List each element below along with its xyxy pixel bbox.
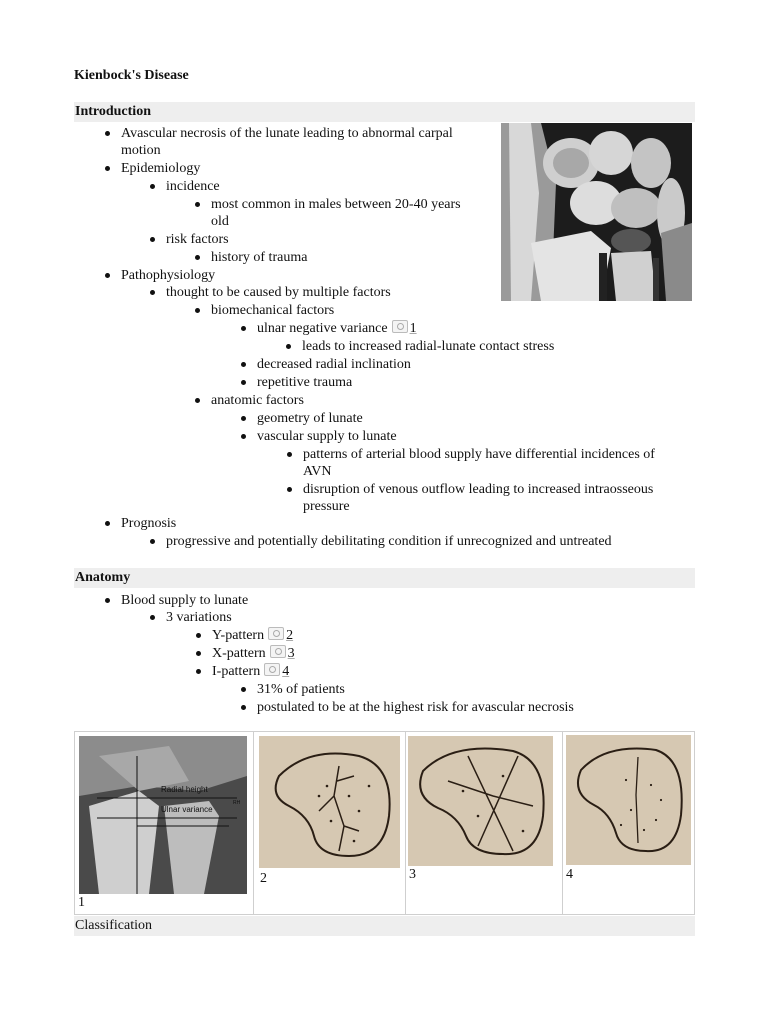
rh-label: RH [233,800,241,806]
list-item-text: leads to increased radial-lunate contact stress [302,339,555,354]
image-ref-link[interactable]: 2 [286,628,294,643]
list-item [121,125,453,142]
list-item-text: progressive and potentially debilitating condition if unrecognized and untreated [166,534,612,549]
section-header-classification [74,916,695,936]
list-item [211,249,307,266]
list-item [303,481,653,498]
list-item [302,338,554,355]
list-item-text: incidence [166,179,220,194]
list-item-text: thought to be caused by multiple factors [166,285,391,300]
ulnar-variance-label: Ulnar variance [161,805,213,814]
list-item-text: Pathophysiology [121,268,216,283]
list-item-text: I-pattern [212,664,261,679]
list-item-text: 31% of patients [257,682,345,697]
figure-cell [563,732,693,914]
document-title: Kienbock's Disease [74,68,189,83]
list-item-text: decreased radial inclination [257,357,411,372]
figure-cell [255,732,406,914]
list-item [303,446,655,463]
list-item [212,627,293,644]
list-item [166,178,220,195]
figure-cell [75,732,254,914]
list-item-text: motion [121,143,161,158]
list-item [121,267,215,284]
section-title: Anatomy [75,570,131,585]
list-item-text: anatomic factors [211,393,304,408]
camera-icon[interactable] [268,627,284,640]
figure-number: 3 [409,867,416,882]
figure-table [74,731,695,915]
list-item [166,284,391,301]
lunate-x-pattern-image[interactable] [408,736,553,866]
image-ref-link[interactable]: 1 [409,321,417,336]
list-item-text: AVN [303,464,332,479]
list-item-text: geometry of lunate [257,411,363,426]
list-item-text: Prognosis [121,516,177,531]
list-item [257,428,397,445]
list-item-continuation [303,498,350,515]
list-item [166,231,229,248]
list-item-text: patterns of arterial blood supply have differential incidences of [303,447,655,462]
list-item-continuation [121,142,161,159]
list-item [121,160,200,177]
list-item [257,374,352,391]
list-item [257,320,417,337]
image-ref-link[interactable]: 3 [287,646,295,661]
list-item [211,392,304,409]
list-item-text: old [211,214,229,229]
list-item-text: postulated to be at the highest risk for avascular necrosis [257,700,574,715]
list-item-text: ulnar negative variance [257,321,388,336]
lunate-i-pattern-image[interactable] [566,735,691,865]
list-item-text: Blood supply to lunate [121,593,249,608]
figure-number: 2 [260,871,267,886]
list-item-text: disruption of venous outflow leading to increased intraosseous [303,482,654,497]
list-item [257,410,363,427]
list-item-continuation [211,213,229,230]
xray-wrist-image[interactable] [79,736,247,894]
section-title: Classification [75,918,152,933]
list-item [166,609,232,626]
list-item [211,196,461,213]
list-item-text: history of trauma [211,250,308,265]
list-item [257,681,345,698]
lunate-y-pattern-image[interactable] [259,736,400,868]
list-item-text: Epidemiology [121,161,201,176]
list-item-text: 3 variations [166,610,232,625]
figure-number: 1 [78,895,85,910]
list-item-text: risk factors [166,232,229,247]
list-item [121,592,248,609]
list-item-text: Y-pattern [212,628,265,643]
camera-icon[interactable] [270,645,286,658]
list-item-text: Avascular necrosis of the lunate leading to abnormal carpal [121,126,453,141]
camera-icon[interactable] [392,320,408,333]
list-item-text: repetitive trauma [257,375,353,390]
list-item [212,663,289,680]
list-item-continuation [303,463,332,480]
list-item-text: biomechanical factors [211,303,335,318]
image-ref-link[interactable]: 4 [282,664,290,679]
list-item [212,645,295,662]
figure-cell [405,732,563,914]
section-header-introduction [74,102,695,122]
section-title: Introduction [75,104,151,119]
list-item-text: pressure [303,499,350,514]
mri-wrist-image [501,123,692,301]
list-item [166,533,612,550]
list-item [257,356,411,373]
list-item-text: X-pattern [212,646,266,661]
list-item [211,302,334,319]
list-item-text: most common in males between 20-40 years [211,197,461,212]
radial-height-label: Radial height [161,785,208,794]
camera-icon[interactable] [264,663,280,676]
section-header-anatomy [74,568,695,588]
list-item-text: vascular supply to lunate [257,429,397,444]
list-item [121,515,176,532]
list-item [257,699,574,716]
figure-number: 4 [566,867,573,882]
